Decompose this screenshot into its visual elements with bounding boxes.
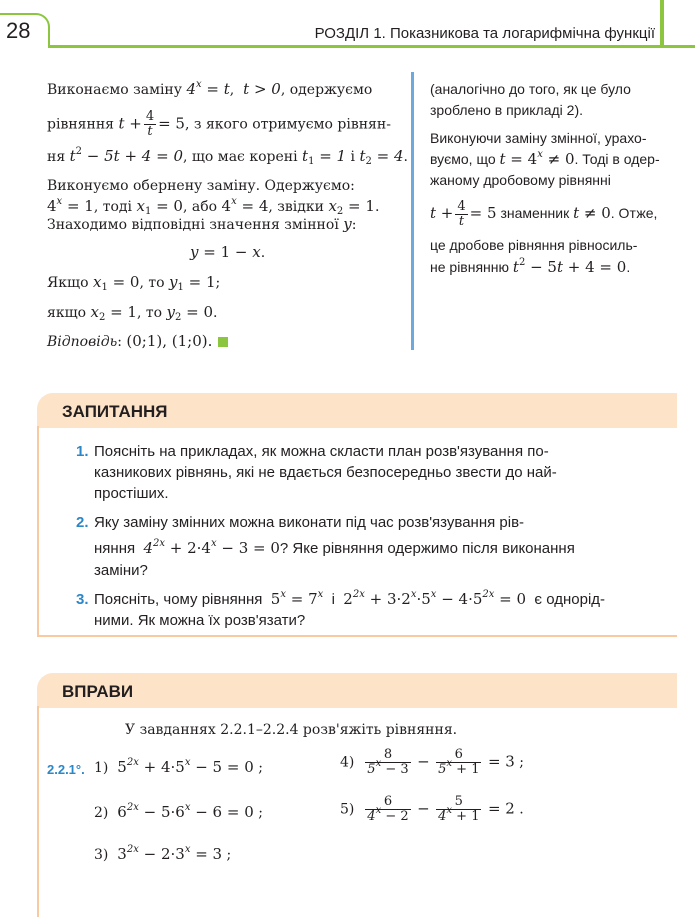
question-line: Поясніть, чому рівняння $5^x = 7^x$ і $2^{2x} + 3\cdot 2^x\cdot 5^x - 4\cdot 5^{2x} = 0$ є однорід- [94, 589, 606, 608]
answer-label: Відповідь [47, 334, 118, 350]
r-line-8: не рівнянню $t^2 - 5t + 4 = 0$. [430, 257, 631, 276]
column-divider [411, 72, 414, 350]
question-line: заміни? [94, 562, 148, 579]
answer-line: Відповідь: (0;1), (1;0). [47, 332, 228, 351]
text: , з якого отримуємо рівнян- [184, 116, 391, 133]
text: . Тоді в одер- [574, 151, 660, 167]
item-label: 3) [94, 847, 109, 863]
text: , одержуємо [280, 82, 373, 98]
exercise-number: 2.2.1°. [47, 762, 85, 777]
line-1: Виконаємо заміну $4^x = t$, t > 0, одержуємо [47, 79, 373, 98]
line-8: Якщо $x_1 = 0$, то $y_1 = 1$; [47, 273, 221, 293]
text: вуємо, що [430, 151, 496, 167]
item-label: 5) [340, 801, 355, 818]
line-3: ня $t^2 - 5t + 4 = 0$, що має корені $t_1 = 1$ і $t_2 = 4$. [47, 146, 408, 167]
text: ? Яке рівняння одержимо після виконання [279, 540, 575, 557]
text: ня [47, 149, 66, 165]
text: , то [139, 275, 165, 291]
page-number: 28 [6, 18, 31, 43]
line-7: y = 1 − x. [190, 243, 266, 261]
r-line-1: (аналогічно до того, як це було [430, 81, 631, 97]
line-4: Виконуємо обернену заміну. Одержуємо: [47, 178, 355, 194]
question-line: няння $4^{2x} + 2\cdot 4^x - 3 = 0$? Яке рівняння одержимо після виконання [94, 538, 575, 557]
r-line-3: Виконуючи заміну змінної, урахо- [430, 130, 647, 146]
text: є однорід- [534, 591, 606, 608]
text: , то [136, 305, 163, 321]
r-line-6: t + $\frac{4}{t}$ = 5 знаменник t ≠ 0. Отже, [430, 199, 658, 229]
text: Поясніть, чому рівняння [94, 591, 263, 608]
question-line: Поясніть на прикладах, як можна скласти план розв'язування по- [94, 443, 549, 460]
line-5: $4^x = 1$, тоді $x_1 = 0$, або $4^x = 4$, звідки $x_2 = 1$. [47, 196, 380, 217]
header-rule [0, 45, 695, 48]
text: Знаходимо відповідні значення змінної [47, 217, 339, 233]
text: якщо [47, 305, 87, 321]
text: , тоді [93, 199, 133, 215]
text: і [350, 149, 356, 165]
line-6: Знаходимо відповідні значення змінної y: [47, 215, 357, 233]
item-label: 1) [94, 760, 109, 776]
questions-title: ЗАПИТАННЯ [62, 402, 168, 421]
r-line-7: це дробове рівняння рівносиль- [430, 237, 638, 253]
question-number: 2. [76, 514, 89, 531]
question-line: Яку заміну змінних можна виконати під час розв'язування рів- [94, 514, 525, 531]
line-9: якщо $x_2 = 1$, то $y_2 = 0$. [47, 303, 218, 323]
text: , або [182, 199, 218, 215]
exercise-item-5: 5) $\frac{6}{4^x - 2}$ − $\frac{5}{4^x + 1}$ = 2 . [340, 794, 524, 824]
question-line: казникових рівнянь, які не вдається безпосередньо звести до най- [94, 464, 557, 481]
text: , що має корені [183, 149, 298, 165]
r-line-2: зроблено в прикладі 2). [430, 102, 584, 118]
text: няння [94, 540, 136, 557]
question-line: простіших. [94, 485, 169, 502]
text: і [331, 591, 335, 608]
exercise-item-4: 4) $\frac{8}{5^x - 3}$ − $\frac{6}{5^x + 1}$ = 3 ; [340, 747, 524, 777]
item-label: 4) [340, 754, 355, 771]
text: рівняння [47, 116, 114, 133]
text: Виконаємо заміну [47, 82, 183, 98]
text: не рівнянню [430, 259, 510, 275]
running-title: РОЗДІЛ 1. Показникова та логарифмічна функції [314, 25, 655, 42]
header-accent [660, 0, 664, 48]
answer-value: (0;1), (1;0). [126, 332, 213, 350]
exercise-item-1: 1) $5^{2x} + 4\cdot 5^x - 5 = 0$ ; [94, 757, 263, 776]
exercise-item-3: 3) $3^{2x} - 2\cdot 3^x = 3$ ; [94, 844, 232, 863]
text: Якщо [47, 275, 89, 291]
exercises-intro: У завданнях 2.2.1–2.2.4 розв'яжіть рівняння. [125, 722, 458, 738]
exercises-title: ВПРАВИ [62, 682, 134, 701]
line-2: рівняння t + $\frac{4}{t}$ = 5, з якого отримуємо рівнян- [47, 109, 391, 139]
text: , звідки [268, 199, 324, 215]
question-number: 3. [76, 591, 89, 608]
exercise-item-2: 2) $6^{2x} - 5\cdot 6^x - 6 = 0$ ; [94, 802, 263, 821]
r-line-5: жаному дробовому рівнянні [430, 172, 611, 188]
text: знаменник [500, 205, 570, 222]
item-label: 2) [94, 805, 109, 821]
question-number: 1. [76, 443, 89, 460]
question-line: ними. Як можна їх розв'язати? [94, 612, 306, 629]
r-line-4: вуємо, що $t = 4^x \ne 0$. Тоді в одер- [430, 149, 660, 168]
text: . Отже, [610, 205, 658, 222]
end-of-solution-icon [218, 337, 228, 347]
